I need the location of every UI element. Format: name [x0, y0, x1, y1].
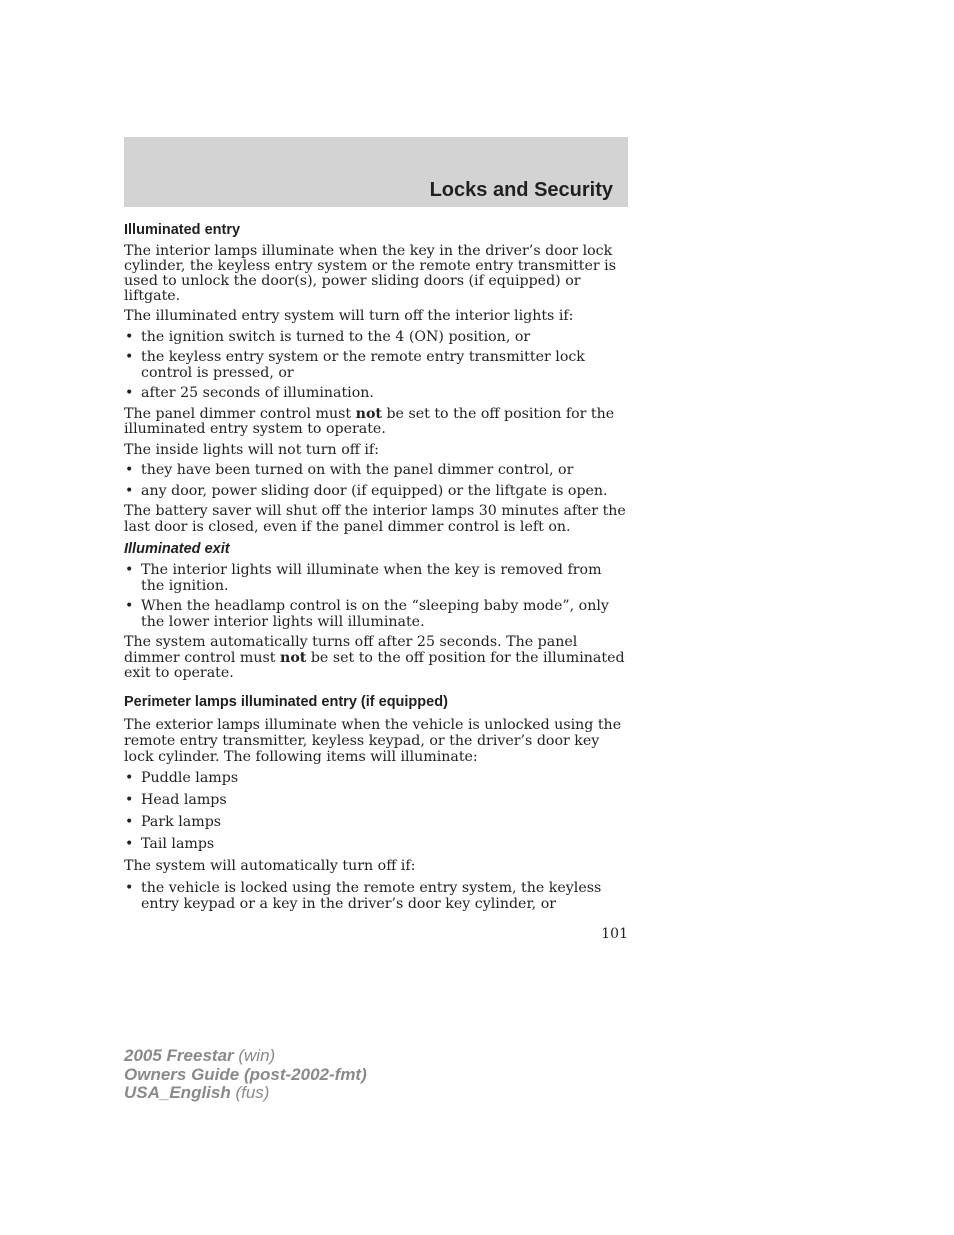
list-item: • any door, power sliding door (if equipped) or the liftgate is open. — [124, 484, 628, 500]
paragraph: The interior lamps illuminate when the key in the driver’s door lock cylinder, the keyless entry system or the remote entry transmitter is used to unlock the door(s), power sliding doors (if equipped) or liftgate. — [124, 243, 616, 304]
bullet-list — [124, 880, 628, 912]
paragraph: The system automatically turns off after 25 seconds. The panel dimmer control must not be set to the off position for the illuminated exit to operate. — [124, 634, 625, 681]
list-item: • Tail lamps — [124, 837, 628, 853]
section-header-band — [124, 137, 628, 207]
heading-illuminated-exit: Illuminated exit — [124, 541, 230, 557]
list-item: • Head lamps — [124, 793, 628, 809]
paragraph: The inside lights will not turn off if: — [124, 441, 379, 458]
paragraph: The panel dimmer control must not be set to the off position for the illuminated entry system to operate. — [124, 405, 615, 437]
document-footer — [124, 1047, 367, 1103]
paragraph: The battery saver will shut off the interior lamps 30 minutes after the last door is closed, even if the panel dimmer control is left on. — [124, 503, 626, 535]
bullet-list — [124, 771, 628, 853]
bullet-list — [124, 563, 628, 630]
list-item: • the keyless entry system or the remote entry transmitter lock control is pressed, or — [124, 350, 628, 381]
list-item: • Park lamps — [124, 815, 628, 831]
list-item: • they have been turned on with the panel dimmer control, or — [124, 463, 628, 479]
list-item: • Puddle lamps — [124, 771, 628, 787]
page-number: 101 — [601, 926, 628, 942]
list-item: • The interior lights will illuminate when the key is removed from the ignition. — [124, 563, 628, 594]
list-item: • the vehicle is locked using the remote entry system, the keyless entry keypad or a key in the driver’s door key cylinder, or — [124, 880, 628, 912]
footer-line-model: 2005 Freestar (win) — [124, 1046, 276, 1065]
list-item: • the ignition switch is turned to the 4 (ON) position, or — [124, 330, 628, 346]
footer-line-guide: Owners Guide (post-2002-fmt) — [124, 1064, 367, 1084]
paragraph: The illuminated entry system will turn off the interior lights if: — [124, 308, 574, 324]
paragraph: The exterior lamps illuminate when the vehicle is unlocked using the remote entry transmitter, keyless keypad, or the driver’s door key lock cylinder. The following items will illuminate: — [124, 716, 622, 765]
heading-illuminated-entry: Illuminated entry — [124, 222, 241, 238]
bullet-list — [124, 330, 628, 402]
heading-perimeter-lamps: Perimeter lamps illuminated entry (if equipped) — [124, 693, 448, 710]
section-title: Locks and Security — [429, 179, 613, 201]
list-item: • When the headlamp control is on the “sleeping baby mode”, only the lower interior lights will illuminate. — [124, 599, 628, 630]
footer-line-language: USA_English (fus) — [124, 1083, 270, 1102]
paragraph: The system will automatically turn off if: — [124, 857, 416, 874]
page-content — [124, 221, 628, 917]
list-item: • after 25 seconds of illumination. — [124, 386, 628, 402]
bullet-list — [124, 463, 628, 499]
